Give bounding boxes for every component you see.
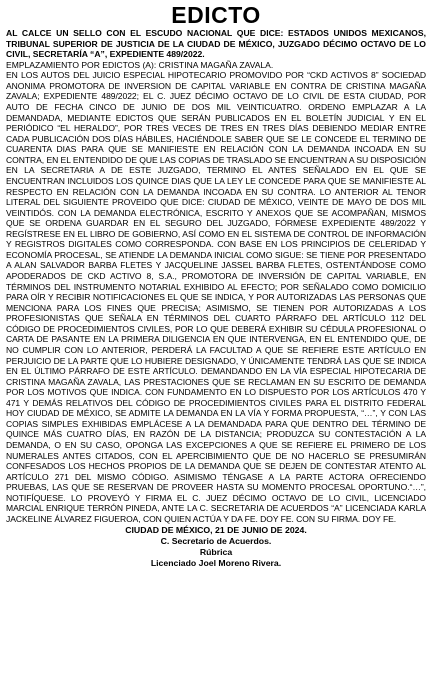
closing-role: C. Secretario de Acuerdos. [160,535,272,546]
notice-body: EN LOS AUTOS DEL JUICIO ESPECIAL HIPOTECARIO PROMOVIDO POR “CKD ACTIVOS 8” SOCIEDAD ANONIMA PROMOTORA DE INVERSION DE CAPITAL VARIABLE EN CONTRA DE CRISTINA MAGAÑA ZAVALA; EXPEDIENTE 489/2022; EL C. JUEZ DÉCIMO OCTAVO DE LO CIVIL DE ESTA CIUDAD, POR AUTO DE FECHA CINCO DE JUNIO DE DOS MIL VEINTICUATRO. ORDENO EMPLAZAR A LA DEMANDADA, MEDIANTE EDICTOS QUE SERÁN PUBLICADOS EN EL BOLETÍN JUDICIAL Y EN EL PERIÓDICO “EL HERALDO”, POR TRES VECES DE TRES EN TRES DÍAS DEBIENDO MEDIAR ENTRE CADA PUBLICACIÓN DOS DÍAS HÁBILES, HACIÉNDOLE SABER QUE SE LE CONCEDE EL TERMINO DE CUARENTA DIAS PARA QUE SE MANIFIESTE EN RELACIÓN CON LA DEMANDA INCOADA EN SU CONTRA, EN EL ENTENDIDO DE QUE LAS COPIAS DE TRASLADO SE ENCUENTRAN A SU DISPOSICIÓN EN LA SECRETARIA A DE ESTE JUZGADO, TERMINO EL ANTES SEÑALADO EN EL QUE SE ENCUENTRAN INCLUIDOS LOS QUINCE DIAS QUE LA LEY LE CONCEDE PARA QUE SE MANIFIESTE AL RESPECTO EN RELACIÓN CON LA DEMANDA INCOADA EN SU CONTRA. LO ANTERIOR AL TENOR LITERAL DEL SIGUIENTE PROVEIDO QUE DICE: CIUDAD DE MÉXICO, VEINTE DE MAYO DE DOS MIL VEINTIDÓS. CON LA DEMANDA ELECTRÓNICA, ESCRITO Y ANEXOS QUE SE ACOMPAÑAN, MISMOS QUE SE ORDENA GUARDAR EN EL SEGURO DEL JUZGADO, FÓRMESE EXPEDIENTE 489/2022 Y REGÍSTRESE EN EL LIBRO DE GOBIERNO, ASÍ COMO EN EL SISTEMA DE CONTROL DE INFORMACIÓN Y REGISTROS DIGITALES COMO CORRESPONDA. CON BASE EN LOS PRINCIPIOS DE CELERIDAD Y ECONOMÍA PROCESAL, SE ATIENDE LA DEMANDA INICIAL COMO SIGUE: SE TIENE POR PRESENTADO A ALAN SALVADOR BARBA FLETES Y JACQUELINE JASSEL BARBA FLETES, OSTENTÁNDOSE COMO APODERADOS DE CKD ACTIVO 8, S.A., PROMOTORA DE INVERSIÓN DE CAPITAL VARIABLE, EN TÉRMINOS DEL INSTRUMENTO NOTARIAL EXHIBIDO AL EFECTO; POR SEÑALADO COMO DOMICILIO PARA OÍR Y RECIBIR NOTIFICACIONES EL QUE SE INDICA, Y POR AUTORIZADAS LAS PERSONAS QUE MENCIONA PARA LOS FINES QUE PRECISA; ASIMISMO, SE TIENEN POR AUTORIZADAS A LOS PROFESIONISTAS QUE SEÑALA EN TÉRMINOS DEL CUARTO PÁRRAFO DEL ARTÍCULO 112 DEL CÓDIGO DE PROCEDIMIENTOS CIVILES, POR LO QUE DEBERÁ EXHIBIR SU CÉDULA PROFESIONAL O CARTA DE PASANTE EN LA PRIMERA DILIGENCIA EN QUE INTERVENGA, EN EL ENTENDIDO QUE, DE NO CUMPLIR CON LO ANTERIOR, PERDERÁ LA FACULTAD A QUE SE REFIERE ESTE ARTÍCULO EN PERJUICIO DE LA PARTE QUE LO HUBIERE DESIGNADO, Y ÚNICAMENTE TENDRÁ LAS QUE SE INDICA EN EL ÚLTIMO PÁRRAFO DE ESTE ARTÍCULO. DEMANDANDO EN LA VÍA ESPECIAL HIPOTECARIA DE CRISTINA MAGAÑA ZAVALA, LAS PRESTACIONES QUE SE RECLAMAN EN SU ESCRITO DE DEMANDA POR LOS MOTIVOS QUE INDICA. CON FUNDAMENTO EN LO DISPUESTO POR LOS ARTÍCULOS 470 Y 471 Y DEMÁS RELATIVOS DEL CÓDIGO DE PROCEDIMIENTOS CIVILES PARA EL DISTRITO FEDERAL HOY CIUDAD DE MÉXICO, SE ADMITE LA DEMANDA EN LA VÍA Y FORMA PROPUESTA, “…”, Y CON LAS COPIAS SIMPLES EXHIBIDAS EMPLÁCESE A LA DEMANDADA PARA QUE DENTRO DEL TÉRMINO DE QUINCE MÁS CUATRO DÍAS, EN RAZÓN DE LA DISTANCIA; PRODUZCA SU CONTESTACIÓN A LA DEMANDA, O EN SU CASO, OPONGA LAS EXCEPCIONES A QUE SE REFIERE EL PRIMERO DE LOS NUMERALES ANTES CITADOS, CON EL APERCIBIMIENTO QUE DE NO HACERLO SE PRESUMIRÁN CONFESADOS LOS HECHOS PROPIOS DE LA DEMANDA QUE SE DEJEN DE CONTESTAR ATENTO AL ARTÍCULO 271 DEL MISMO CÓDIGO. ASIMISMO TÉNGASE A LA PARTE ACTORA OFRECIENDO PRUEBAS, LAS QUE SE RESERVAN DE PROVEER HASTA SU MOMENTO PROCESAL OPORTUNO.“…”, NOTIFÍQUESE. LO PROVEYÓ Y FIRMA EL C. JUEZ DÉCIMO OCTAVO DE LO CIVIL, LICENCIADO MARCIAL ENRIQUE TERRÓN PINEDA, ANTE LA C. SECRETARIA DE ACUERDOS “A” LICENCIADA KARLA JACKELINE ÁLVAREZ FIGUEROA, CON QUIEN ACTÚA Y DA FE. DOY FE. CON SU FIRMA. DOY FE. [6,70,426,524]
summons-line: EMPLAZAMIENTO POR EDICTOS (A): CRISTINA MAGAÑA ZAVALA. [6,59,274,70]
closing-rubrica: Rúbrica [199,546,233,557]
notice-heading: AL CALCE UN SELLO CON EL ESCUDO NACIONAL QUE DICE: ESTADOS UNIDOS MEXICANOS, TRIBUNAL SUPERIOR DE JUSTICIA DE LA CIUDAD DE MÉXICO, JUZGADO DÉCIMO OCTAVO DE LO CIVIL, SECRETARÍA “A”, EXPEDIENTE 489/2022. [6,28,426,60]
closing-date: CIUDAD DE MÉXICO, 21 DE JUNIO DE 2024. [125,524,307,535]
closing-name: Licenciado Joel Moreno Rivera. [150,557,282,568]
notice-title: EDICTO [171,2,261,28]
